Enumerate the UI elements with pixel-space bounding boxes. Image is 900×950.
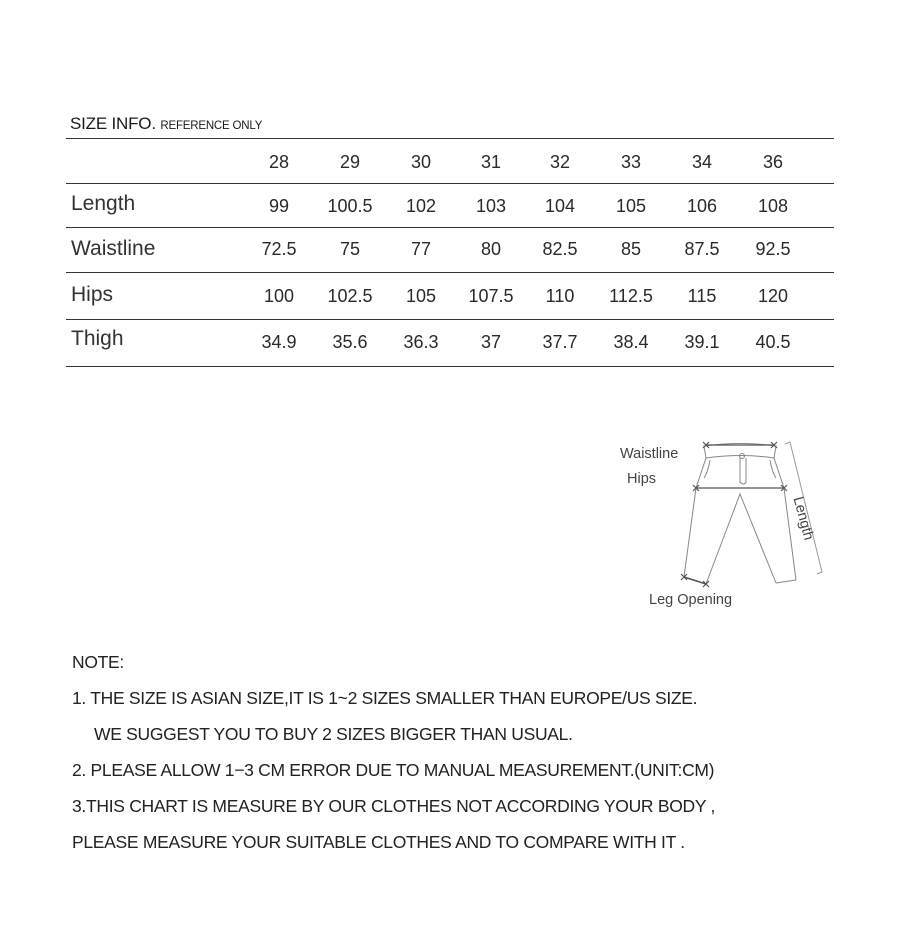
note-line: 3.THIS CHART IS MEASURE BY OUR CLOTHES NOT ACCORDING YOUR BODY , — [72, 796, 716, 816]
size-header: 34 — [691, 152, 713, 172]
table-cell: 75 — [339, 239, 361, 259]
size-header: 29 — [339, 152, 361, 172]
size-header: 36 — [762, 152, 784, 172]
table-cell: 100 — [263, 286, 295, 306]
size-table — [66, 138, 834, 367]
table-cell: 99 — [268, 196, 290, 216]
row-label: Waistline — [71, 237, 156, 260]
size-header: 33 — [620, 152, 642, 172]
table-cell: 35.6 — [332, 332, 368, 352]
table-cell: 34.9 — [261, 332, 297, 352]
table-row-hips — [66, 272, 834, 319]
size-header: 28 — [268, 152, 290, 172]
length-label: Length — [789, 495, 817, 542]
table-row-waistline — [66, 227, 834, 272]
size-header: 32 — [549, 152, 571, 172]
table-row-length — [66, 183, 834, 227]
table-cell: 112.5 — [609, 286, 653, 306]
waistline-label: Waistline — [620, 446, 679, 462]
row-label: Hips — [71, 283, 114, 306]
table-cell: 82.5 — [542, 239, 578, 259]
table-cell: 77 — [410, 239, 432, 259]
table-cell: 110 — [545, 286, 575, 306]
table-cell: 37.7 — [542, 332, 578, 352]
row-label: Length — [71, 192, 136, 215]
table-cell: 85 — [620, 239, 642, 259]
title-sub: REFERENCE ONLY — [160, 120, 263, 132]
table-cell: 87.5 — [684, 239, 720, 259]
table-cell: 115 — [687, 286, 717, 306]
note-line: PLEASE MEASURE YOUR SUITABLE CLOTHES AND TO COMPARE WITH IT . — [72, 832, 685, 852]
table-row-thigh — [66, 319, 834, 367]
table-cell: 38.4 — [613, 332, 649, 352]
note-line: 1. THE SIZE IS ASIAN SIZE,IT IS 1~2 SIZES SMALLER THAN EUROPE/US SIZE. — [72, 688, 698, 708]
leg-opening-label: Leg Opening — [649, 592, 733, 608]
table-cell: 72.5 — [261, 239, 297, 259]
table-cell: 120 — [757, 286, 789, 306]
table-cell: 37 — [480, 332, 502, 352]
size-info-title — [70, 114, 262, 134]
size-header: 31 — [480, 152, 502, 172]
table-header-row — [66, 138, 834, 183]
table-cell: 105 — [615, 196, 647, 216]
table-cell: 102 — [405, 196, 437, 216]
table-cell: 107.5 — [468, 286, 514, 306]
table-cell: 36.3 — [403, 332, 439, 352]
table-cell: 40.5 — [755, 332, 791, 352]
table-cell: 102.5 — [327, 286, 373, 306]
table-cell: 108 — [757, 196, 789, 216]
title-main: SIZE INFO. — [70, 114, 156, 133]
size-header: 30 — [410, 152, 432, 172]
note-line: 2. PLEASE ALLOW 1−3 CM ERROR DUE TO MANUAL MEASUREMENT.(UNIT:CM) — [72, 760, 715, 780]
table-cell: 105 — [405, 286, 437, 306]
notes-heading: NOTE: — [72, 652, 124, 672]
table-cell: 92.5 — [755, 239, 791, 259]
table-cell: 100.5 — [327, 196, 373, 216]
row-label: Thigh — [71, 327, 124, 350]
note-line: WE SUGGEST YOU TO BUY 2 SIZES BIGGER THAN USUAL. — [94, 724, 573, 744]
table-cell: 80 — [480, 239, 502, 259]
hips-label: Hips — [627, 471, 657, 487]
table-cell: 39.1 — [684, 332, 720, 352]
table-cell: 104 — [544, 196, 576, 216]
table-cell: 103 — [475, 196, 507, 216]
pants-measurement-diagram — [600, 430, 850, 620]
table-cell: 106 — [686, 196, 718, 216]
